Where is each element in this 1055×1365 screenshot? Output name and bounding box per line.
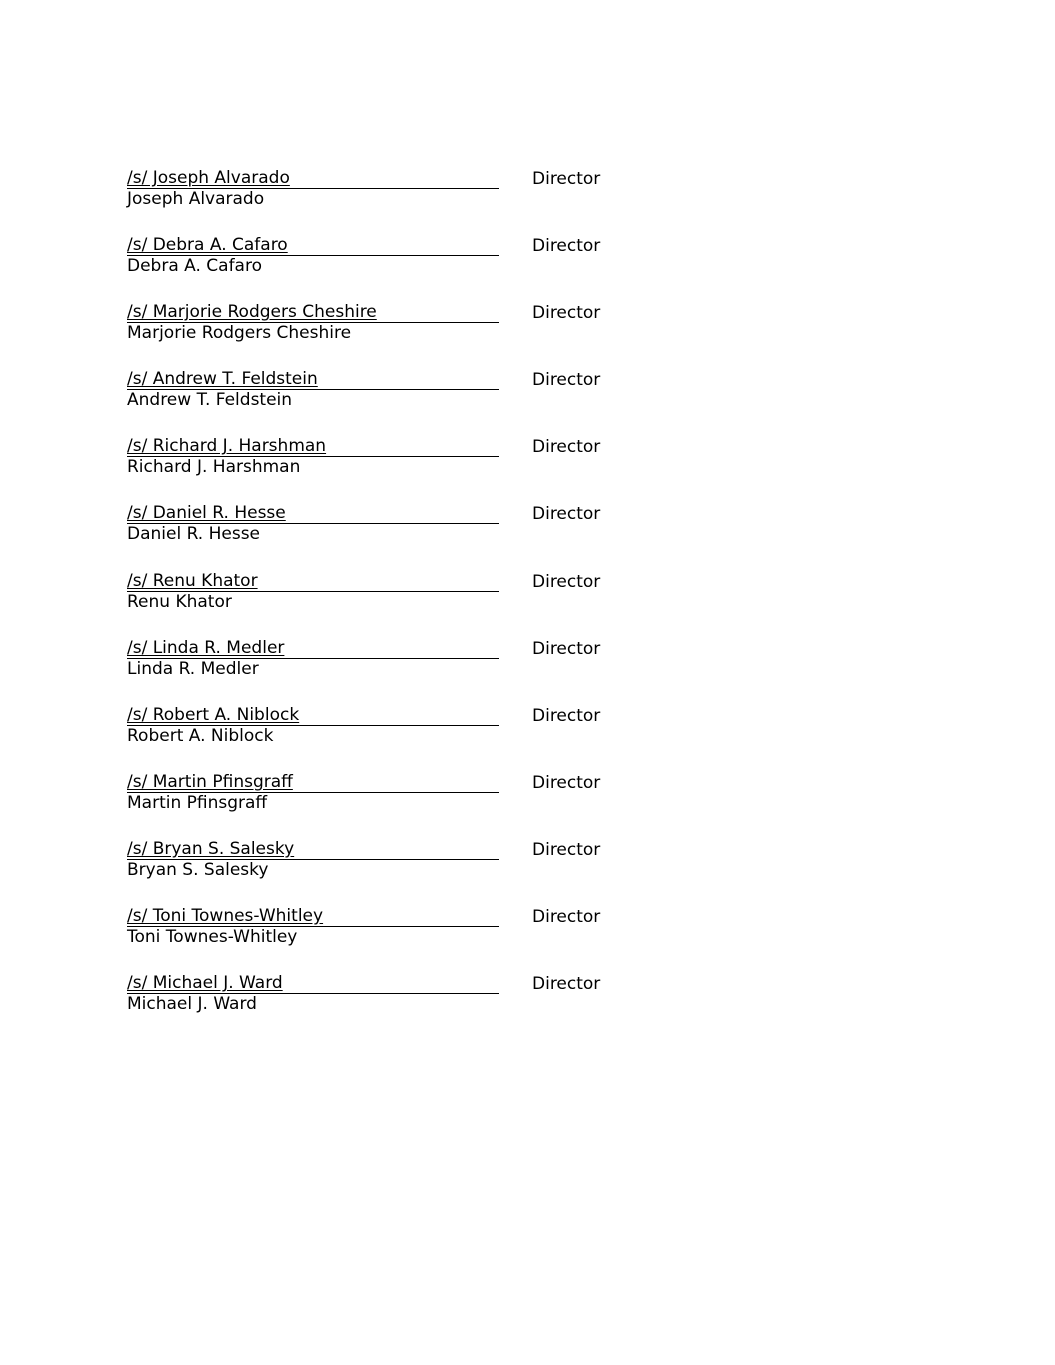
signer-name: Toni Townes-Whitley: [127, 927, 298, 948]
signature-block: [127, 571, 727, 638]
signature-line: /s/ Daniel R. Hesse: [127, 503, 499, 524]
signature-list: [127, 168, 727, 1040]
signature-line: /s/ Linda R. Medler: [127, 638, 499, 659]
signature-line: /s/ Debra A. Cafaro: [127, 235, 499, 256]
signature-line: /s/ Bryan S. Salesky: [127, 839, 499, 860]
signer-name: Bryan S. Salesky: [127, 859, 269, 880]
signature-block: [127, 436, 727, 503]
signer-name: Debra A. Cafaro: [127, 256, 262, 277]
signature-line: /s/ Martin Pfinsgraff: [127, 772, 499, 793]
signer-title: Director: [532, 370, 601, 391]
signer-name: Robert A. Niblock: [127, 725, 274, 746]
signature-block: [127, 772, 727, 839]
signer-title: Director: [532, 169, 601, 189]
signature-line: /s/ Michael J. Ward: [127, 973, 499, 994]
signer-title: Director: [532, 705, 601, 726]
signature-block: [127, 638, 727, 705]
signature-block: [127, 235, 727, 302]
signature-block: [127, 973, 727, 1040]
signer-name: Andrew T. Feldstein: [127, 390, 293, 411]
signer-title: Director: [532, 571, 601, 592]
signer-name: Martin Pfinsgraff: [127, 792, 268, 813]
signer-name: Michael J. Ward: [127, 994, 257, 1015]
signer-name: Joseph Alvarado: [127, 189, 265, 209]
signer-name: Renu Khator: [127, 591, 232, 612]
signature-line: /s/ Toni Townes-Whitley: [127, 906, 499, 927]
signature-line: /s/ Marjorie Rodgers Cheshire: [127, 302, 499, 323]
signature-block: [127, 168, 727, 235]
signature-line: /s/ Renu Khator: [127, 571, 499, 592]
signature-block: [127, 369, 727, 436]
signer-title: Director: [532, 437, 601, 458]
signature-line: /s/ Richard J. Harshman: [127, 436, 499, 457]
signer-title: Director: [532, 772, 601, 793]
signer-title: Director: [532, 303, 601, 324]
signature-block: [127, 705, 727, 772]
signer-name: Linda R. Medler: [127, 658, 259, 679]
signature-line: /s/ Andrew T. Feldstein: [127, 369, 499, 390]
signature-line: /s/ Robert A. Niblock: [127, 705, 499, 726]
signer-title: Director: [532, 839, 601, 860]
signature-block: [127, 503, 727, 570]
signature-block: [127, 839, 727, 906]
signer-name: Marjorie Rodgers Cheshire: [127, 323, 352, 344]
signature-block: [127, 302, 727, 369]
signer-title: Director: [532, 907, 601, 928]
signer-title: Director: [532, 974, 601, 995]
signature-line: /s/ Joseph Alvarado: [127, 168, 499, 189]
signer-title: Director: [532, 638, 601, 659]
signature-block: [127, 906, 727, 973]
signer-name: Richard J. Harshman: [127, 457, 301, 478]
signer-title: Director: [532, 504, 601, 525]
signer-title: Director: [532, 236, 601, 257]
signer-name: Daniel R. Hesse: [127, 524, 261, 545]
